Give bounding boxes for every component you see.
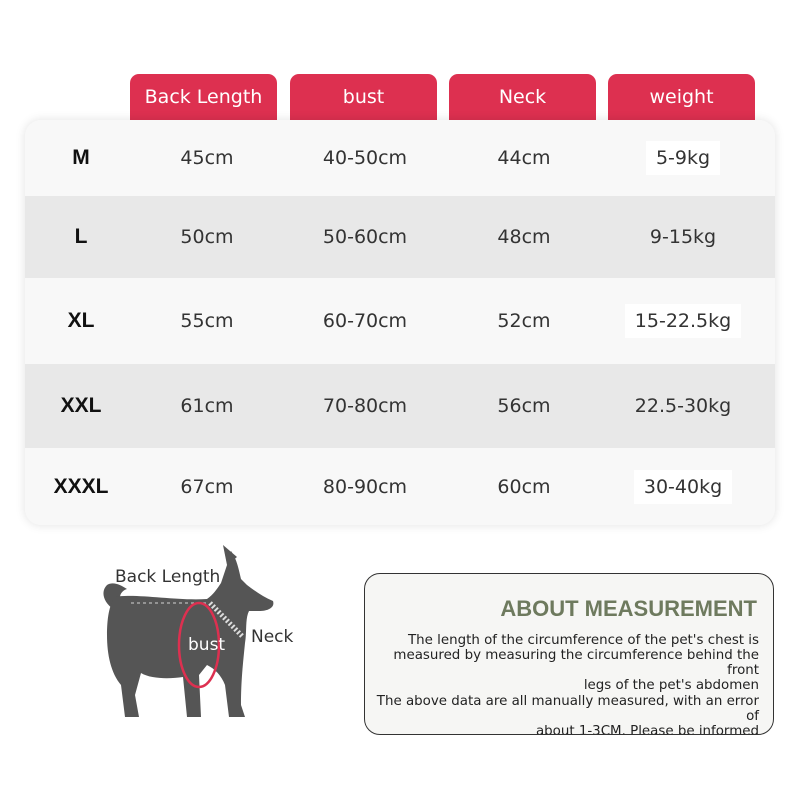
neck-cell: 48cm	[497, 226, 551, 248]
bust-cell: 80-90cm	[322, 475, 408, 498]
back-length-cell: 45cm	[180, 147, 234, 169]
bust-cell: 50-60cm	[322, 226, 408, 248]
weight-value: 15-22.5kg	[625, 304, 741, 338]
neck-label: Neck	[251, 627, 294, 647]
table-row	[25, 448, 775, 525]
about-p1-line: The length of the circumference of the pet's chest is	[408, 633, 759, 648]
about-p2-line: The above data are all manually measured, with an error of	[376, 694, 759, 724]
back-length-cell: 50cm	[180, 226, 234, 248]
weight-cell	[608, 278, 758, 364]
neck-cell: 60cm	[497, 475, 551, 498]
about-p2-line: about 1-3CM. Please be informed	[535, 724, 759, 735]
weight-cell	[608, 196, 758, 278]
back-length-label: Back Length	[115, 567, 221, 587]
bust-cell: 60-70cm	[322, 310, 408, 332]
neck-cell: 44cm	[497, 147, 551, 169]
weight-value: 9-15kg	[649, 226, 717, 248]
about-paragraph-2	[365, 694, 759, 735]
about-paragraph-1	[365, 633, 759, 693]
size-cell: M	[72, 146, 90, 169]
weight-value: 5-9kg	[646, 141, 720, 175]
neck-cell: 56cm	[497, 395, 551, 417]
size-cell: XXL	[60, 394, 102, 417]
about-title: ABOUT MEASUREMENT	[500, 596, 757, 621]
back-length-cell: 55cm	[180, 310, 234, 332]
weight-cell	[608, 364, 758, 448]
table-row	[25, 196, 775, 278]
size-cell: L	[74, 225, 88, 248]
dog-measurement-diagram	[95, 545, 305, 735]
neck-cell: 52cm	[497, 310, 551, 332]
about-p1-line: measured by measuring the circumference behind the front	[393, 648, 759, 678]
weight-cell	[608, 448, 758, 525]
table-row	[25, 120, 775, 196]
header-weight: weight	[608, 74, 755, 120]
bust-cell: 40-50cm	[322, 147, 408, 169]
back-length-cell: 61cm	[180, 395, 234, 417]
about-p1-line: legs of the pet's abdomen	[583, 678, 759, 693]
table-row	[25, 278, 775, 364]
table-row	[25, 364, 775, 448]
weight-cell	[608, 120, 758, 196]
header-bust: bust	[290, 74, 437, 120]
about-measurement-box	[364, 573, 774, 735]
header-back-length: Back Length	[130, 74, 277, 120]
back-length-cell: 67cm	[180, 475, 234, 498]
weight-value: 22.5-30kg	[634, 395, 732, 417]
size-table	[25, 120, 775, 525]
size-cell: XXXL	[53, 474, 109, 498]
header-neck: Neck	[449, 74, 596, 120]
bust-label: bust	[188, 635, 226, 655]
size-cell: XL	[67, 309, 95, 332]
weight-value: 30-40kg	[634, 470, 732, 504]
bust-cell: 70-80cm	[322, 395, 408, 417]
